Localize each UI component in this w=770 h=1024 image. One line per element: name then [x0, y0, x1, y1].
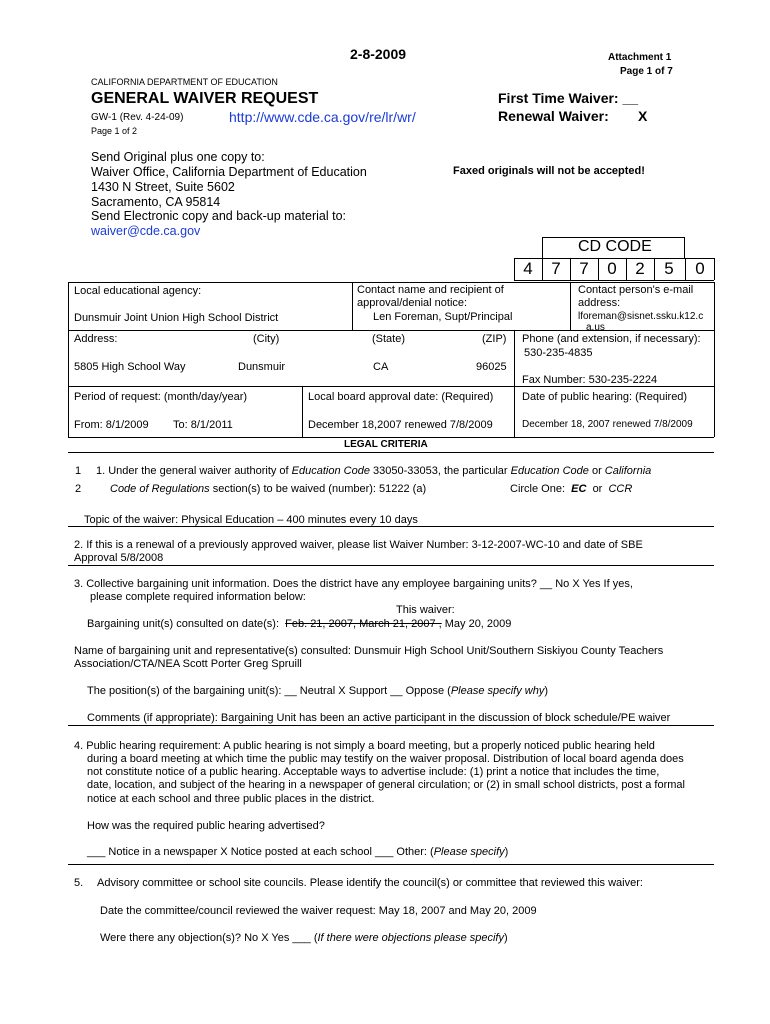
email-value-2: a.us: [586, 322, 605, 333]
grid-line: [352, 282, 353, 330]
position-text: ): [544, 685, 549, 697]
item-1-line-1: [96, 465, 651, 477]
circle-ec: EC: [571, 483, 587, 495]
cd-code-right-border: [684, 237, 685, 258]
email-label-1: Contact person's e-mail: [578, 284, 694, 296]
address-label: Address:: [74, 333, 118, 345]
item-1-text: 33050-33053, the particular: [369, 465, 511, 477]
street-value: 5805 High School Way: [74, 361, 186, 373]
cd-digit: 7: [579, 259, 589, 278]
position-text: The position(s) of the bargaining unit(s): __ Neutral X Support __ Oppose (: [87, 685, 451, 697]
cd-digit: 0: [607, 259, 617, 278]
state-value: CA: [373, 361, 389, 373]
hearing-notice-options: [87, 846, 508, 858]
zip-value: 96025: [476, 361, 507, 373]
grid-line: [514, 330, 515, 437]
grid-line: [68, 725, 714, 726]
page-count: Page 1 of 7: [620, 66, 673, 77]
bargaining-unit-name-1: Name of bargaining unit and representative(s) consulted: Dunsmuir High School Unit/Southern Siskiyou County Teachers: [74, 645, 664, 657]
item-1-ec-ref: Education Code: [291, 465, 370, 477]
objections-text: Were there any objection(s)? No X Yes ___ (: [100, 932, 318, 944]
department-name: CALIFORNIA DEPARTMENT OF EDUCATION: [91, 77, 278, 87]
email-label-2: address:: [578, 297, 621, 309]
circle-or: or: [592, 483, 603, 495]
notice-specify: Please specify: [433, 846, 505, 858]
agency-value: Dunsmuir Joint Union High School District: [74, 312, 279, 324]
grid-line: [68, 526, 714, 527]
grid-line: [68, 452, 714, 453]
grid-line: [68, 437, 714, 438]
hearing-advertised-question: How was the required public hearing advertised?: [87, 820, 325, 832]
this-waiver-label: This waiver:: [396, 604, 455, 616]
hearing-date-value: December 18, 2007 renewed 7/8/2009: [522, 419, 693, 430]
board-approval-value: December 18,2007 renewed 7/8/2009: [308, 419, 493, 431]
cd-digit: 2: [635, 259, 645, 278]
grid-line: [714, 282, 715, 437]
item-4-line-1: 4. Public hearing requirement: A public hearing is not simply a board meeting, but a properly noticed public hearing held: [74, 740, 655, 752]
item-3-line-1: 3. Collective bargaining unit information. Does the district have any employee bargaining units? __ No X Yes If yes,: [74, 578, 633, 590]
item-1-ec-ref: Education Code: [510, 465, 589, 477]
renewal-waiver-mark: X: [638, 108, 648, 124]
consulted-struck-dates: Feb. 21, 2007, March 21, 2007 ,: [285, 618, 442, 630]
grid-line: [68, 864, 714, 865]
item-1-text: 1. Under the general waiver authority of: [96, 465, 292, 477]
cd-digit: 0: [695, 259, 705, 278]
circle-one: [510, 483, 632, 495]
form-id: GW-1 (Rev. 4-24-09): [91, 112, 184, 123]
position-specify: Please specify why: [450, 685, 545, 697]
send-line-2: Waiver Office, California Department of Education: [91, 165, 367, 179]
form-title: GENERAL WAIVER REQUEST: [91, 90, 319, 107]
cd-digit: 7: [551, 259, 561, 278]
grid-line: [570, 282, 571, 330]
cd-code-label: CD CODE: [578, 238, 652, 255]
hearing-date-label: Date of public hearing: (Required): [522, 391, 688, 403]
cd-digit-divider: [714, 258, 715, 280]
attachment-label: Attachment 1: [608, 52, 672, 63]
city-label: (City): [253, 333, 280, 345]
legal-criteria-heading: LEGAL CRITERIA: [344, 439, 428, 450]
item-5-number: 5.: [74, 877, 84, 889]
first-time-waiver: First Time Waiver: __: [498, 90, 639, 106]
grid-line: [302, 386, 303, 437]
phone-label: Phone (and extension, if necessary):: [522, 333, 701, 345]
phone-value: 530-235-4835: [524, 347, 593, 359]
consulted-label: Bargaining unit(s) consulted on date(s):: [87, 618, 279, 630]
item-4-line-2: during a board meeting at which time the public may testify on the waiver proposal. Distribution of local board agenda does: [87, 753, 684, 765]
circle-ccr: CCR: [608, 483, 633, 495]
faxed-warning: Faxed originals will not be accepted!: [453, 165, 645, 177]
cd-code-left-border: [542, 237, 543, 258]
waiver-email-link[interactable]: waiver@cde.ca.gov: [91, 224, 201, 238]
grid-line: [68, 330, 714, 331]
contact-value: Len Foreman, Supt/Principal: [373, 311, 513, 323]
fax-number: Fax Number: 530-235-2224: [522, 374, 658, 386]
send-line-5: Send Electronic copy and back-up material to:: [91, 209, 346, 223]
grid-line: [68, 386, 714, 387]
item-1-line-2: [110, 483, 426, 495]
bargaining-unit-name-2: Association/CTA/NEA Scott Porter Greg Spruill: [74, 658, 302, 670]
waiver-url-link[interactable]: http://www.cde.ca.gov/re/lr/wr/: [229, 109, 416, 125]
period-to: To: 8/1/2011: [173, 419, 233, 431]
contact-label-1: Contact name and recipient of: [357, 284, 504, 296]
state-label: (State): [372, 333, 406, 345]
item-1-ccr-ref: Code of Regulations: [110, 483, 210, 495]
send-line-4: Sacramento, CA 95814: [91, 195, 221, 209]
form-date: 2-8-2009: [350, 46, 407, 62]
cd-digits-bottom-border: [514, 280, 714, 281]
item-3-line-2: please complete required information below:: [90, 591, 306, 603]
period-label: Period of request: (month/day/year): [74, 391, 248, 403]
notice-text: ): [504, 846, 509, 858]
consulted-date: May 20, 2009: [444, 618, 512, 630]
item-2-line-2: Approval 5/8/2008: [74, 552, 164, 564]
item-2-line-1: 2. If this is a renewal of a previously approved waiver, please list Waiver Number: 3-12-2007-WC-10 and date of SBE: [74, 539, 643, 551]
board-approval-label: Local board approval date: (Required): [308, 391, 494, 403]
send-line-3: 1430 N Street, Suite 5602: [91, 180, 235, 194]
email-value-1: lforeman@sisnet.ssku.k12.c: [578, 311, 704, 322]
circle-one-label: Circle One:: [510, 483, 566, 495]
item-4-line-3: not constitute notice of a public hearing. Acceptable ways to advertise include: (1) print a notice that includes the time,: [87, 766, 660, 778]
period-from: From: 8/1/2009: [74, 419, 149, 431]
line-number-1: 1: [75, 465, 82, 477]
bargaining-position: [87, 685, 548, 697]
item-5-text: Advisory committee or school site councils. Please identify the council(s) or committee that reviewed this waiver:: [97, 877, 643, 889]
renewal-waiver-label: Renewal Waiver:: [498, 108, 609, 124]
grid-line: [68, 282, 714, 283]
bargaining-consulted: [87, 618, 511, 630]
objections-question: [100, 932, 508, 944]
item-1-text: section(s) to be waived (number): 51222 (a): [209, 483, 427, 495]
objections-text: ): [503, 932, 508, 944]
city-value: Dunsmuir: [238, 361, 286, 373]
item-1-text: or: [588, 465, 605, 477]
committee-review-date: Date the committee/council reviewed the waiver request: May 18, 2007 and May 20, 2009: [100, 905, 537, 917]
agency-label: Local educational agency:: [74, 285, 202, 297]
zip-label: (ZIP): [482, 333, 507, 345]
line-number-2: 2: [75, 483, 82, 495]
waiver-topic: Topic of the waiver: Physical Education – 400 minutes every 10 days: [84, 514, 418, 526]
notice-text: ___ Notice in a newspaper X Notice posted at each school ___ Other: (: [87, 846, 434, 858]
contact-label-2: approval/denial notice:: [357, 297, 468, 309]
page-sub: Page 1 of 2: [91, 126, 138, 136]
grid-line: [68, 282, 69, 437]
item-4-line-4: date, location, and subject of the hearing in a newspaper of general circulation; or (2) in small school districts, post a formal: [87, 779, 685, 791]
cd-digit: 5: [664, 259, 674, 278]
bargaining-comments: Comments (if appropriate): Bargaining Unit has been an active participant in the discussion of block schedule/PE waiver: [87, 712, 671, 724]
send-line-1: Send Original plus one copy to:: [91, 150, 265, 164]
grid-line: [68, 565, 714, 566]
cd-digit: 4: [523, 259, 533, 278]
item-1-ccr-ref: California: [604, 465, 652, 477]
item-4-line-5: notice at each school and three public places in the district.: [87, 793, 375, 805]
objections-specify: If there were objections please specify: [317, 932, 504, 944]
